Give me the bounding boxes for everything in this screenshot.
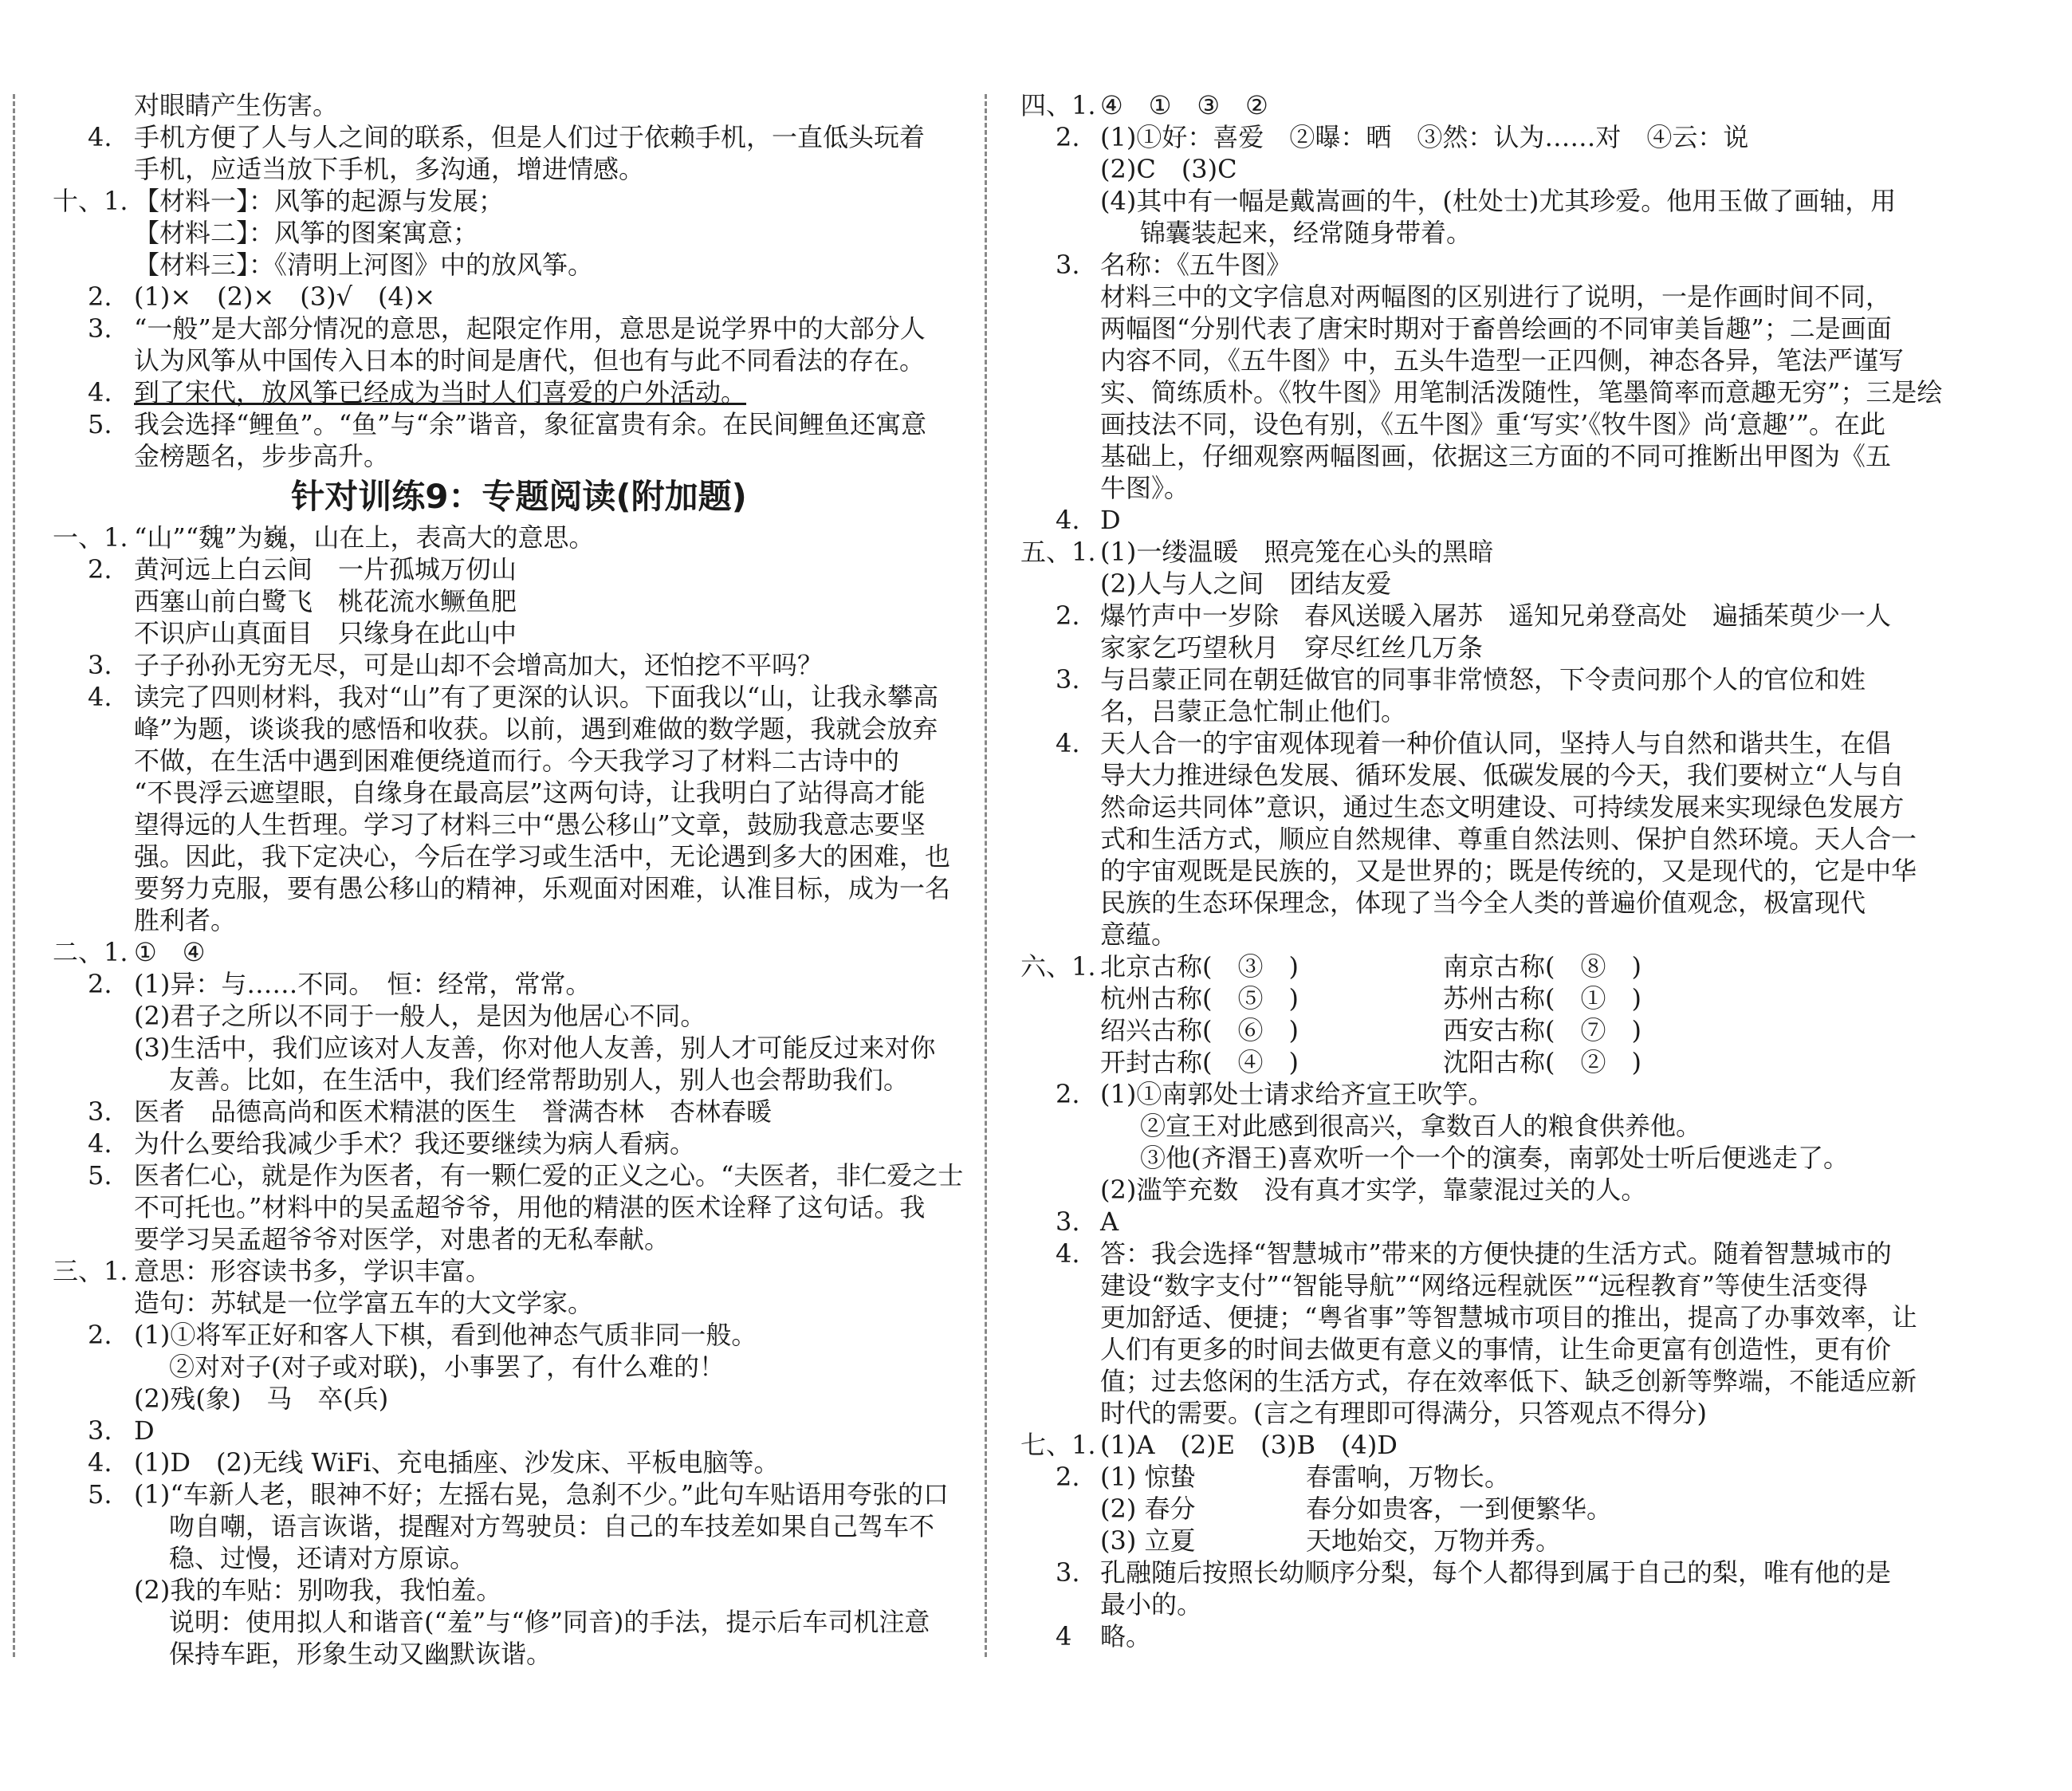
- text-line: [85, 585, 953, 617]
- text-line: [1020, 1301, 1921, 1333]
- answer-text: 名，吕蒙正急忙制止他们。: [1100, 696, 1407, 726]
- text-line: [1020, 1525, 1921, 1557]
- text-line: [85, 89, 953, 121]
- text-line: [85, 1638, 953, 1670]
- question-number: 3.: [88, 650, 112, 680]
- question-number: 六、1.: [1020, 951, 1096, 982]
- question-10-1: [53, 185, 953, 217]
- question-number: 4.: [88, 122, 112, 152]
- answer-text: (3)生活中，我们应该对人友善，你对他人友善，别人才可能反过来对你: [134, 1033, 936, 1063]
- text-line: [85, 1383, 953, 1415]
- question-number: 4: [1056, 1621, 1072, 1651]
- question-number: 4.: [88, 1447, 112, 1478]
- answer-cell: (2) 春分: [1100, 1494, 1196, 1524]
- answer-text: (2)残(象) 马 卒(兵): [134, 1384, 389, 1414]
- answer-text: 内容不同，《五牛图》中，五头牛造型一正四侧，神态各异，笔法严谨写: [1100, 345, 1905, 376]
- answer-text: 意蕴。: [1100, 919, 1178, 950]
- text-line: [85, 1351, 953, 1383]
- answer-text: 说明：使用拟人和谐音(“羞”与“修”同音)的手法，提示后车司机注意: [169, 1607, 930, 1637]
- text-line: [1020, 281, 1921, 313]
- text-line: [1020, 440, 1921, 472]
- text-line: [85, 904, 953, 936]
- text-line: [1020, 1333, 1921, 1365]
- question-1-1: [53, 522, 953, 553]
- answer-cell: 天地始交，万物并秀。: [1306, 1525, 1562, 1556]
- answer-text: 金榜题名，步步高升。: [134, 441, 390, 471]
- text-line: [85, 1574, 953, 1606]
- answer-text: D: [1100, 505, 1121, 535]
- text-line: [85, 840, 953, 872]
- question-7-2: [1020, 1461, 1921, 1493]
- text-line: [1020, 344, 1921, 376]
- question-number: 2.: [88, 554, 112, 585]
- text-line: [1020, 855, 1921, 887]
- answer-text: ④ ① ③ ②: [1100, 90, 1268, 120]
- answer-text: 家家乞巧望秋月 穿尽红丝几万条: [1100, 632, 1484, 663]
- text-line: [1020, 1110, 1921, 1142]
- answer-cell: 春雷响，万物长。: [1306, 1462, 1511, 1492]
- answer-cell: (3) 立夏: [1100, 1525, 1196, 1556]
- question-5-2: [1020, 600, 1921, 632]
- question-number: 2.: [88, 969, 112, 999]
- answer-cell: 杭州古称( ⑤ ): [1100, 983, 1299, 1014]
- answer-text: 的宇宙观既是民族的，又是世界的；既是传统的，又是现代的，它是中华: [1100, 856, 1917, 886]
- answer-text: 基础上，仔细观察两幅图画，依据这三方面的不同可推断出甲图为《五: [1100, 441, 1892, 471]
- text-line: [85, 1000, 953, 1032]
- question-number: 4.: [88, 377, 112, 407]
- text-line: [1020, 1365, 1921, 1397]
- text-line: [85, 1223, 953, 1255]
- answer-text: (2)滥竽充数 没有真才实学，靠蒙混过关的人。: [1100, 1175, 1647, 1205]
- question-number: 2.: [88, 281, 112, 312]
- answer-text: (1)× (2)× (3)√ (4)×: [134, 281, 436, 312]
- text-line: [85, 809, 953, 840]
- margin-dashed-line: [13, 94, 15, 1657]
- answer-text: “一般”是大部分情况的意思，起限定作用，意思是说学界中的大部分人: [134, 313, 926, 344]
- answer-text: 实、简练质朴。《牧牛图》用笔制活泼随性，笔墨简率而意趣无穷”；三是绘: [1100, 377, 1943, 407]
- text-line: [85, 1287, 953, 1319]
- text-line: [85, 1191, 953, 1223]
- answer-text: 手机方便了人与人之间的联系，但是人们过于依赖手机，一直低头玩着: [134, 122, 926, 152]
- answer-cell: 绍兴古称( ⑥ ): [1100, 1015, 1299, 1045]
- text-line: [1020, 1046, 1921, 1078]
- answer-cell: 北京古称( ③ ): [1100, 951, 1299, 982]
- text-line: [1020, 823, 1921, 855]
- question-10-2: [85, 281, 953, 313]
- answer-text: 子子孙孙无穷无尽，可是山却不会增高加大，还怕挖不平吗？: [134, 650, 824, 680]
- answer-text: “不畏浮云遮望眼，自缘身在最高层”这两句诗，让我明白了站得高才能: [134, 777, 926, 808]
- answer-text: (1)①好：喜爱 ②曝：晒 ③然：认为……对 ④云：说: [1100, 122, 1749, 152]
- question-5-1: [1020, 536, 1921, 568]
- text-line: [85, 745, 953, 777]
- text-line: [1020, 568, 1921, 600]
- question-3-2: [85, 1319, 953, 1351]
- answer-text: 峰”为题，谈谈我的感悟和收获。以前，遇到难做的数学题，我就会放弃: [134, 714, 938, 744]
- question-number: 5.: [88, 409, 112, 439]
- answer-text: 建设“数字支付”“智能导航”“网络远程就医”“远程教育”等使生活变得: [1100, 1270, 1868, 1301]
- question-2-4: [85, 1128, 953, 1159]
- question-7-3: [1020, 1557, 1921, 1588]
- question-number: 4.: [1056, 1238, 1080, 1269]
- question-6-1: [1020, 951, 1921, 982]
- text-line: [85, 217, 953, 249]
- answer-text: (2)君子之所以不同于一般人，是因为他居心不同。: [134, 1001, 706, 1031]
- answer-text: (2)C (3)C: [1100, 154, 1237, 184]
- question-1-2: [85, 553, 953, 585]
- answer-text: 牛图》。: [1100, 473, 1190, 503]
- answer-text: (1)A (2)E (3)B (4)D: [1100, 1430, 1398, 1460]
- answer-text: (1)异：与……不同。 恒：经常，常常。: [134, 969, 592, 999]
- answer-text: “山”“魏”为巍，山在上，表高大的意思。: [134, 522, 595, 553]
- answer-text: 画技法不同，设色有别，《五牛图》重‘写实’《牧牛图》尚‘意趣’”。在此: [1100, 409, 1886, 439]
- text-line: [1020, 153, 1921, 185]
- answer-text: 与吕蒙正同在朝廷做官的同事非常愤怒，下令责问那个人的官位和姓: [1100, 664, 1866, 695]
- question-6-2: [1020, 1078, 1921, 1110]
- question-number: 3.: [1056, 1557, 1080, 1588]
- answer-text: 【材料二】：风筝的图案寓意；: [134, 218, 479, 248]
- answer-text: 略。: [1100, 1621, 1152, 1651]
- question-number: 十、1.: [53, 186, 128, 216]
- text-line: [85, 440, 953, 472]
- question-3-5: [85, 1478, 953, 1510]
- question-10-5: [85, 408, 953, 440]
- question-7-4: [1020, 1620, 1921, 1652]
- answer-text: 我会选择“鲤鱼”。“鱼”与“余”谐音，象征富贵有余。在民间鲤鱼还寓意: [134, 409, 927, 439]
- answer-text: (1)①南郭处士请求给齐宣王吹竽。: [1100, 1079, 1494, 1109]
- text-line: [1020, 1397, 1921, 1429]
- question-3-3: [85, 1415, 953, 1447]
- question-6-3: [1020, 1206, 1921, 1238]
- answer-text: 导大力推进绿色发展、循环发展、低碳发展的今天，我们要树立“人与自: [1100, 760, 1905, 790]
- text-line: [85, 1542, 953, 1574]
- question-7-1: [1020, 1429, 1921, 1461]
- answer-text: 意思：形容读书多，学识丰富。: [134, 1256, 492, 1286]
- question-number: 2.: [1056, 1462, 1080, 1492]
- answer-text: 要学习吴孟超爷爷对医学，对患者的无私奉献。: [134, 1224, 670, 1254]
- answer-text: (1)D (2)无线 WiFi、充电插座、沙发床、平板电脑等。: [134, 1447, 780, 1478]
- text-line: [85, 1510, 953, 1542]
- answer-text: 对眼睛产生伤害。: [134, 90, 339, 120]
- question-number: 3.: [88, 313, 112, 344]
- text-line: [1020, 695, 1921, 727]
- right-column: [1020, 89, 1943, 1652]
- text-line: [1020, 1588, 1921, 1620]
- question-number: 2.: [88, 1320, 112, 1350]
- underlined-answer: 到了宋代，放风筝已经成为当时人们喜爱的户外活动。: [134, 377, 747, 407]
- question-number: 四、1.: [1020, 90, 1096, 120]
- answer-text: (2)我的车贴：别吻我，我怕羞。: [134, 1575, 502, 1605]
- answer-text: 为什么要给我减少手术？我还要继续为病人看病。: [134, 1128, 696, 1159]
- answer-text: 手机，应适当放下手机，多沟通，增进情感。: [134, 154, 645, 184]
- text-line: [85, 249, 953, 281]
- answer-text: 认为风筝从中国传入日本的时间是唐代，但也有与此不同看法的存在。: [134, 345, 926, 376]
- answer-cell: 沈阳古称( ② ): [1443, 1047, 1641, 1077]
- text-line: [1020, 313, 1921, 344]
- answer-text: 孔融随后按照长幼顺序分梨，每个人都得到属于自己的梨，唯有他的是: [1100, 1557, 1892, 1588]
- answer-text: 造句：苏轼是一位学富五车的大文学家。: [134, 1288, 594, 1318]
- text-line: [1020, 1269, 1921, 1301]
- text-line: [1020, 408, 1921, 440]
- answer-text: 不识庐山真面目 只缘身在此山中: [134, 618, 517, 648]
- question-number: 五、1.: [1020, 537, 1096, 567]
- answer-text: 医者 品德高尚和医术精湛的医生 誉满杏林 杏林春暖: [134, 1096, 773, 1127]
- question-2-5: [85, 1159, 964, 1191]
- answer-text: 友善。比如，在生活中，我们经常帮助别人，别人也会帮助我们。: [169, 1065, 910, 1095]
- answer-text: 胜利者。: [134, 905, 237, 935]
- question-number: 2.: [1056, 122, 1080, 152]
- answer-text: 望得远的人生哲理。学习了材料三中“愚公移山”文章，鼓励我意志要坚: [134, 809, 926, 840]
- question-4-4: [1020, 504, 1921, 536]
- answer-text: 锦囊装起来，经常随身带着。: [1140, 218, 1472, 248]
- question-5-3: [1020, 663, 1921, 695]
- question-number: 4.: [88, 1128, 112, 1159]
- text-line: [1020, 919, 1921, 951]
- answer-text: 不做，在生活中遇到困难便绕道而行。今天我学习了材料二古诗中的: [134, 746, 900, 776]
- question-number: 二、1.: [53, 937, 128, 967]
- question-4-2: [1020, 121, 1921, 153]
- question-number: 三、1.: [53, 1256, 128, 1286]
- answer-text: 保持车距，形象生动又幽默诙谐。: [169, 1639, 552, 1669]
- answer-text: 爆竹声中一岁除 春风送暖入屠苏 遥知兄弟登高处 遍插茱萸少一人: [1100, 600, 1892, 631]
- answer-text: D: [134, 1415, 155, 1446]
- question-number: 一、1.: [53, 522, 128, 553]
- answer-text: 【材料一】：风筝的起源与发展；: [134, 186, 505, 216]
- answer-text: 更加舒适、便捷；“粤省事”等智慧城市项目的推出，提高了办事效率，让: [1100, 1302, 1917, 1332]
- answer-text: 医者仁心，就是作为医者，有一颗仁爱的正义之心。“夫医者，非仁爱之士: [134, 1160, 964, 1191]
- left-column: [53, 89, 964, 1670]
- answer-cell: 南京古称( ⑧ ): [1443, 951, 1641, 982]
- answer-text: 答：我会选择“智慧城市”带来的方便快捷的生活方式。随着智慧城市的: [1100, 1238, 1892, 1269]
- column-dashed-divider: [985, 94, 987, 1657]
- text-line: [1020, 759, 1921, 791]
- answer-text: ②对对子(对子或对联)，小事罢了，有什么难的！: [169, 1352, 725, 1382]
- answer-cell: (1) 惊蛰: [1100, 1462, 1196, 1492]
- text-line: [85, 153, 953, 185]
- question-4-1: [1020, 89, 1921, 121]
- answer-text: 材料三中的文字信息对两幅图的区别进行了说明，一是作画时间不同，: [1100, 281, 1892, 312]
- question-number: 3.: [1056, 1206, 1080, 1237]
- answer-cell: 西安古称( ⑦ ): [1443, 1015, 1641, 1045]
- answer-text: (1)①将军正好和客人下棋，看到他神态气质非同一般。: [134, 1320, 757, 1350]
- question-6-4: [1020, 1238, 1921, 1269]
- question-10-4b: [85, 376, 953, 408]
- text-line: [1020, 982, 1921, 1014]
- answer-text: 要努力克服，要有愚公移山的精神，乐观面对困难，认准目标，成为一名: [134, 873, 951, 903]
- question-4-3: [1020, 249, 1921, 281]
- text-line: [85, 1606, 953, 1638]
- answer-text: 【材料三】：《清明上河图》中的放风筝。: [134, 250, 594, 280]
- answer-text: A: [1100, 1206, 1119, 1237]
- question-3-4: [85, 1447, 953, 1478]
- question-2-1: [53, 936, 953, 968]
- answer-text: ②宣王对此感到很高兴，拿数百人的粮食供养他。: [1140, 1111, 1702, 1141]
- text-line: [85, 344, 953, 376]
- answer-cell: 春分如贵客，一到便繁华。: [1306, 1494, 1613, 1524]
- text-line: [1020, 217, 1921, 249]
- question-1-3: [85, 649, 953, 681]
- answer-text: 两幅图“分别代表了唐宋时期对于畜兽绘画的不同审美旨趣”；二是画面: [1100, 313, 1892, 344]
- question-number: 4.: [1056, 505, 1080, 535]
- text-line: [85, 617, 953, 649]
- question-number: 3.: [88, 1096, 112, 1127]
- text-line: [1020, 632, 1921, 663]
- question-2-3: [85, 1096, 953, 1128]
- answer-text: 不可托也。”材料中的吴孟超爷爷，用他的精湛的医术诠释了这句话。我: [134, 1192, 926, 1222]
- answer-text: 人们有更多的时间去做更有意义的事情，让生命更富有创造性，更有价: [1100, 1334, 1892, 1364]
- text-line: [85, 713, 953, 745]
- question-number: 2.: [1056, 600, 1080, 631]
- text-line: [1020, 1014, 1921, 1046]
- question-number: 3.: [1056, 664, 1080, 695]
- text-line: [1020, 185, 1921, 217]
- text-line: [1020, 1142, 1921, 1174]
- question-5-4: [1020, 727, 1921, 759]
- answer-text: (1)一缕温暖 照亮笼在心头的黑暗: [1100, 537, 1494, 567]
- text-line: [85, 1032, 953, 1064]
- answer-text: (4)其中有一幅是戴嵩画的牛，(杜处士)尤其珍爱。他用玉做了画轴，用: [1100, 186, 1897, 216]
- answer-text: 强。因此，我下定决心，今后在学习或生活中，无论遇到多大的困难，也: [134, 841, 951, 872]
- answer-cell: 苏州古称( ① ): [1443, 983, 1641, 1014]
- answer-text: 天人合一的宇宙观体现着一种价值认同，坚持人与自然和谐共生，在倡: [1100, 728, 1892, 758]
- answer-text: 西塞山前白鹭飞 桃花流水鳜鱼肥: [134, 586, 517, 616]
- section-title: 针对训练9：专题阅读(附加题): [291, 477, 747, 516]
- text-line: [85, 872, 953, 904]
- answer-text: 值；过去悠闲的生活方式，存在效率低下、缺乏创新等弊端，不能适应新: [1100, 1366, 1917, 1396]
- answer-text: (2)人与人之间 团结友爱: [1100, 569, 1392, 599]
- question-3-1: [53, 1255, 953, 1287]
- answer-text: ① ④: [134, 937, 206, 967]
- answer-text: 黄河远上白云间 一片孤城万仞山: [134, 554, 517, 585]
- answer-text: 稳、过慢，还请对方原谅。: [169, 1543, 476, 1573]
- answer-text: 名称：《五牛图》: [1100, 250, 1292, 280]
- question-number: 4.: [1056, 728, 1080, 758]
- answer-text: 时代的需要。(言之有理即可得满分，只答观点不得分): [1100, 1398, 1707, 1428]
- text-line: [1020, 472, 1921, 504]
- answer-text: 读完了四则材料，我对“山”有了更深的认识。下面我以“山，让我永攀高: [134, 682, 939, 712]
- question-number: 5.: [88, 1479, 112, 1510]
- text-line: [85, 777, 953, 809]
- answer-text: (1)“车新人老，眼神不好；左摇右晃，急刹不少。”此句车贴语用夸张的口: [134, 1479, 950, 1510]
- question-number: 3.: [1056, 250, 1080, 280]
- text-line: [1020, 1174, 1921, 1206]
- answer-text: ③他(齐湣王)喜欢听一个一个的演奏，南郭处士听后便逃走了。: [1140, 1143, 1849, 1173]
- answer-text: 吻自嘲，语言诙谐，提醒对方驾驶员：自己的车技差如果自己驾车不: [169, 1511, 935, 1541]
- answer-text: 然命运共同体”意识，通过生态文明建设、可持续发展来实现绿色发展方: [1100, 792, 1905, 822]
- question-10-3: [85, 313, 953, 344]
- question-number: 5.: [88, 1160, 112, 1191]
- question-2-2: [85, 968, 953, 1000]
- answer-text: 民族的生态环保理念，体现了当今全人类的普遍价值观念，极富现代: [1100, 888, 1866, 918]
- question-1-4: [85, 681, 953, 713]
- question-number: 4.: [88, 682, 112, 712]
- answer-text: 最小的。: [1100, 1589, 1203, 1620]
- text-line: [1020, 791, 1921, 823]
- text-line: [1020, 376, 1943, 408]
- text-line: [85, 1064, 953, 1096]
- answer-cell: 开封古称( ④ ): [1100, 1047, 1299, 1077]
- question-number: 七、1.: [1020, 1430, 1096, 1460]
- text-line: [1020, 1493, 1921, 1525]
- question-number: 2.: [1056, 1079, 1080, 1109]
- text-line: [1020, 887, 1921, 919]
- answer-text: 式和生活方式，顺应自然规律、尊重自然法则、保护自然环境。天人合一: [1100, 824, 1917, 854]
- question-10-4: [85, 121, 953, 153]
- question-number: 3.: [88, 1415, 112, 1446]
